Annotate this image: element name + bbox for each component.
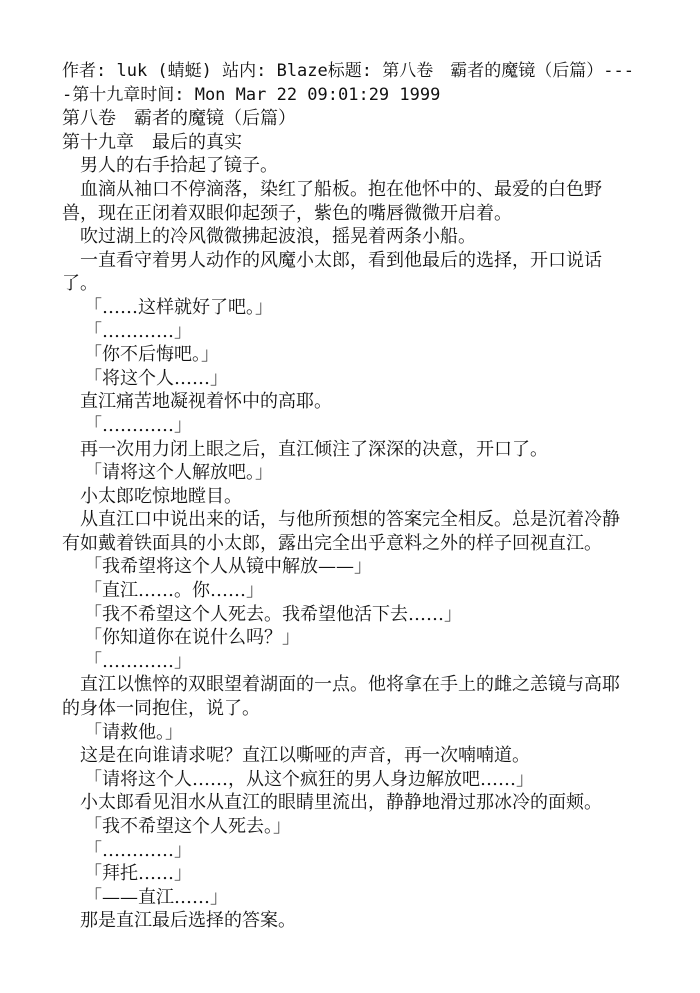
dialogue-line: 「……这样就好了吧。」 xyxy=(84,296,273,318)
dialogue-line: 「直江……。你……」 xyxy=(84,580,264,602)
dialogue-line: 「…………」 xyxy=(84,320,192,342)
paragraph: 血滴从袖口不停滴落，染红了船板。抱在他怀中的、最爱的白色野兽，现在正闭着双眼仰起颈子，紫色的嘴唇微微开启着。 xyxy=(62,178,602,224)
paragraph: 吹过湖上的冷风微微拂起波浪，摇晃着两条小船。 xyxy=(80,226,476,248)
paragraph: 小太郎吃惊地瞠目。 xyxy=(80,485,242,507)
volume-title: 第八卷 霸者的魔镜（后篇） xyxy=(62,108,296,130)
dialogue-line: 「我希望将这个人从镜中解放——」 xyxy=(84,556,372,578)
chapter-title: 第十九章 最后的真实 xyxy=(62,131,242,153)
dialogue-line: 「请将这个人……，从这个疯狂的男人身边解放吧……」 xyxy=(84,768,534,790)
paragraph: 那是直江最后选择的答案。 xyxy=(80,910,296,932)
dialogue-line: 「请救他。」 xyxy=(84,721,183,743)
post-header: 作者: luk (蜻蜓) 站内: Blaze标题: 第八卷 霸者的魔镜（后篇）----第十九章时间: Mon Mar 22 09:01:29 1999 xyxy=(62,61,634,105)
paragraph: 小太郎看见泪水从直江的眼睛里流出，静静地滑过那冰冷的面颊。 xyxy=(80,792,602,814)
paragraph: 这是在向谁请求呢？直江以嘶哑的声音，再一次喃喃道。 xyxy=(80,745,530,767)
dialogue-line: 「拜托……」 xyxy=(84,863,192,885)
dialogue-line: 「你不后悔吧。」 xyxy=(84,344,219,366)
dialogue-line: 「你知道你在说什么吗？」 xyxy=(84,627,300,649)
dialogue-line: 「我不希望这个人死去。我希望他活下去……」 xyxy=(84,603,462,625)
dialogue-line: 「…………」 xyxy=(84,414,192,436)
paragraph: 直江以憔悴的双眼望着湖面的一点。他将拿在手上的雌之恙镜与高耶的身体一同抱住，说了。 xyxy=(62,674,620,720)
paragraph: 一直看守着男人动作的风魔小太郎，看到他最后的选择，开口说话了。 xyxy=(62,249,602,295)
dialogue-line: 「将这个人……」 xyxy=(84,367,228,389)
document-page xyxy=(62,60,634,933)
dialogue-line: 「…………」 xyxy=(84,650,192,672)
paragraph: 直江痛苦地凝视着怀中的高耶。 xyxy=(80,391,332,413)
dialogue-line: 「…………」 xyxy=(84,839,192,861)
paragraph: 再一次用力闭上眼之后，直江倾注了深深的决意，开口了。 xyxy=(80,438,548,460)
paragraph: 男人的右手拾起了镜子。 xyxy=(80,155,278,177)
paragraph: 从直江口中说出来的话，与他所预想的答案完全相反。总是沉着冷静有如戴着铁面具的小太郎，露出完全出乎意料之外的样子回视直江。 xyxy=(62,509,620,554)
dialogue-line: 「请将这个人解放吧。」 xyxy=(84,462,273,484)
dialogue-line: 「我不希望这个人死去。」 xyxy=(84,816,291,837)
dialogue-line: 「——直江……」 xyxy=(84,886,228,908)
